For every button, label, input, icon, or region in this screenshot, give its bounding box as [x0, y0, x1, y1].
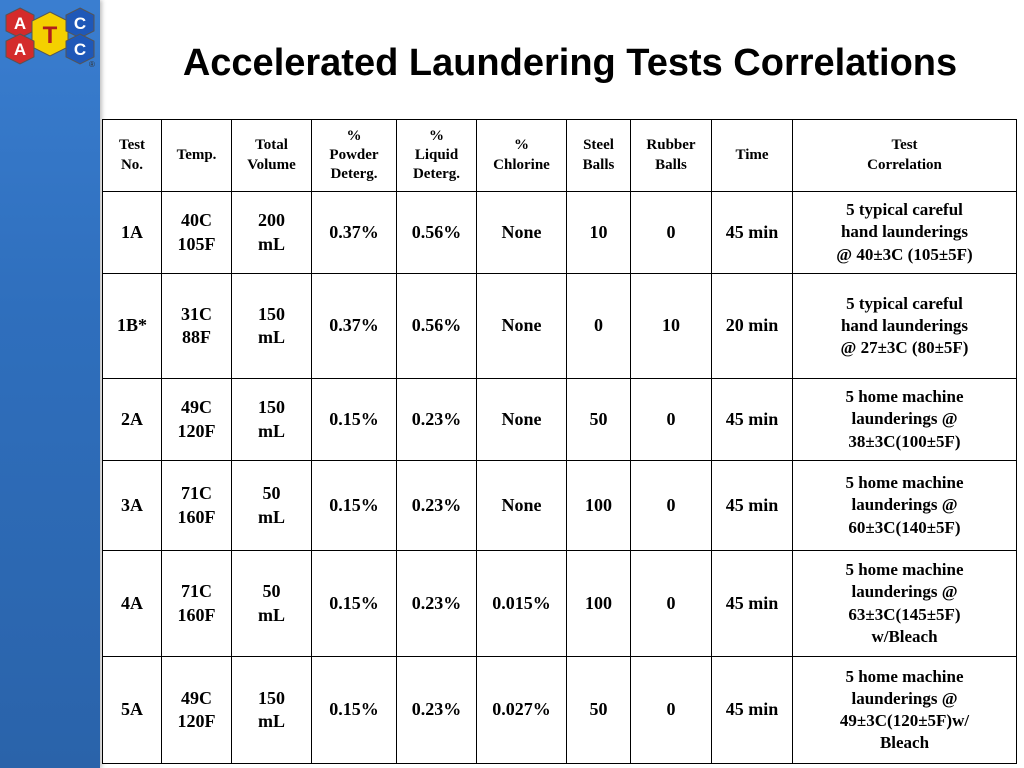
cell-powder-deterg: 0.15% — [312, 551, 397, 657]
cell-time: 45 min — [712, 461, 793, 551]
cell-steel-balls: 100 — [567, 461, 631, 551]
cell-chlorine: None — [477, 379, 567, 461]
cell-rubber-balls: 10 — [631, 274, 712, 379]
cell-rubber-balls: 0 — [631, 461, 712, 551]
cell-test-correlation: 5 home machine launderings @ 49±3C(120±5F)w/ Bleach — [793, 657, 1017, 764]
table-row — [103, 379, 1017, 461]
cell-temp: 71C 160F — [162, 461, 232, 551]
slide-title: Accelerated Laundering Tests Correlations — [182, 42, 958, 84]
cell-chlorine: None — [477, 192, 567, 274]
header-liquid-deterg: % Liquid Deterg. — [397, 120, 477, 192]
header-rubber-balls: Rubber Balls — [631, 120, 712, 192]
header-total-volume: Total Volume — [232, 120, 312, 192]
cell-total-volume: 50 mL — [232, 551, 312, 657]
table-row — [103, 461, 1017, 551]
table-row — [103, 657, 1017, 764]
cell-steel-balls: 50 — [567, 379, 631, 461]
aatcc-logo — [4, 6, 98, 68]
cell-chlorine: 0.027% — [477, 657, 567, 764]
logo-letter-t: T — [42, 22, 58, 49]
header-test-no: Test No. — [103, 120, 162, 192]
table-row — [103, 551, 1017, 657]
cell-test-no: 1B* — [103, 274, 162, 379]
cell-temp: 31C 88F — [162, 274, 232, 379]
cell-powder-deterg: 0.37% — [312, 192, 397, 274]
table-row — [103, 192, 1017, 274]
header-powder-deterg: % Powder Deterg. — [312, 120, 397, 192]
cell-liquid-deterg: 0.23% — [397, 551, 477, 657]
header-steel-balls: Steel Balls — [567, 120, 631, 192]
cell-test-correlation: 5 home machine launderings @ 63±3C(145±5F) w/Bleach — [793, 551, 1017, 657]
logo-letter-c1: C — [73, 14, 87, 33]
logo-letter-c2: C — [73, 40, 87, 59]
cell-test-no: 3A — [103, 461, 162, 551]
cell-time: 45 min — [712, 657, 793, 764]
cell-liquid-deterg: 0.23% — [397, 657, 477, 764]
cell-test-correlation: 5 typical careful hand launderings @ 40±3C (105±5F) — [793, 192, 1017, 274]
cell-chlorine: None — [477, 461, 567, 551]
table-row — [103, 274, 1017, 379]
cell-test-correlation: 5 typical careful hand launderings @ 27±3C (80±5F) — [793, 274, 1017, 379]
header-temp: Temp. — [162, 120, 232, 192]
cell-powder-deterg: 0.15% — [312, 379, 397, 461]
cell-steel-balls: 50 — [567, 657, 631, 764]
cell-test-correlation: 5 home machine launderings @ 60±3C(140±5F) — [793, 461, 1017, 551]
cell-steel-balls: 100 — [567, 551, 631, 657]
cell-liquid-deterg: 0.23% — [397, 379, 477, 461]
cell-time: 45 min — [712, 379, 793, 461]
cell-test-correlation: 5 home machine launderings @ 38±3C(100±5F) — [793, 379, 1017, 461]
cell-steel-balls: 0 — [567, 274, 631, 379]
cell-rubber-balls: 0 — [631, 657, 712, 764]
cell-test-no: 5A — [103, 657, 162, 764]
cell-test-no: 2A — [103, 379, 162, 461]
cell-liquid-deterg: 0.23% — [397, 461, 477, 551]
cell-time: 45 min — [712, 551, 793, 657]
cell-liquid-deterg: 0.56% — [397, 192, 477, 274]
cell-liquid-deterg: 0.56% — [397, 274, 477, 379]
header-test-correlation: Test Correlation — [793, 120, 1017, 192]
table-header-row — [103, 120, 1017, 192]
correlations-table — [102, 119, 1017, 764]
side-accent-bar — [0, 0, 100, 768]
cell-powder-deterg: 0.15% — [312, 657, 397, 764]
cell-time: 45 min — [712, 192, 793, 274]
cell-rubber-balls: 0 — [631, 192, 712, 274]
cell-total-volume: 150 mL — [232, 379, 312, 461]
cell-total-volume: 150 mL — [232, 657, 312, 764]
cell-test-no: 1A — [103, 192, 162, 274]
cell-test-no: 4A — [103, 551, 162, 657]
logo-letter-a2: A — [13, 40, 27, 59]
cell-temp: 49C 120F — [162, 657, 232, 764]
cell-rubber-balls: 0 — [631, 379, 712, 461]
cell-temp: 71C 160F — [162, 551, 232, 657]
cell-steel-balls: 10 — [567, 192, 631, 274]
cell-powder-deterg: 0.15% — [312, 461, 397, 551]
logo-letter-a1: A — [13, 14, 27, 33]
cell-chlorine: 0.015% — [477, 551, 567, 657]
cell-powder-deterg: 0.37% — [312, 274, 397, 379]
cell-temp: 40C 105F — [162, 192, 232, 274]
header-chlorine: % Chlorine — [477, 120, 567, 192]
cell-rubber-balls: 0 — [631, 551, 712, 657]
registered-mark: ® — [89, 60, 95, 69]
header-time: Time — [712, 120, 793, 192]
cell-total-volume: 150 mL — [232, 274, 312, 379]
cell-total-volume: 50 mL — [232, 461, 312, 551]
cell-temp: 49C 120F — [162, 379, 232, 461]
cell-chlorine: None — [477, 274, 567, 379]
cell-total-volume: 200 mL — [232, 192, 312, 274]
cell-time: 20 min — [712, 274, 793, 379]
